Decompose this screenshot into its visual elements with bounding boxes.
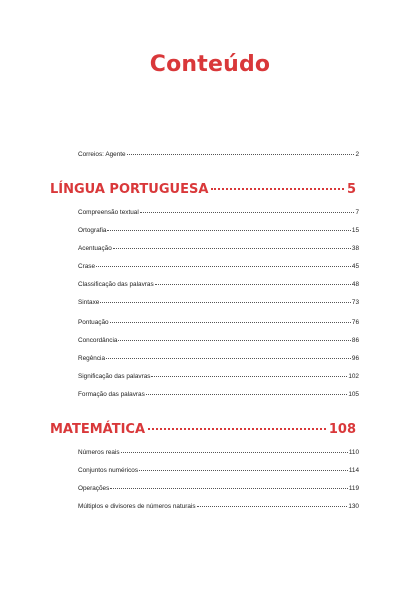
dot-leader — [211, 188, 344, 190]
dot-leader — [106, 358, 351, 359]
toc-entry[interactable] — [78, 245, 359, 252]
toc-section-matematica[interactable] — [50, 422, 356, 437]
dot-leader — [100, 302, 351, 303]
dot-leader — [140, 212, 355, 213]
toc-entry-intro[interactable] — [78, 151, 359, 158]
section-label: MATEMÁTICA — [50, 422, 146, 437]
toc-entry-label: Regência — [78, 355, 106, 362]
dot-leader — [148, 428, 326, 430]
toc-entry-label: Conjuntos numéricos — [78, 467, 139, 474]
toc-entry-page: 86 — [351, 337, 359, 344]
toc-entry[interactable] — [78, 281, 359, 288]
toc-entry-label: Correios: Agente — [78, 151, 126, 158]
toc-entry-page: 105 — [348, 391, 359, 398]
dot-leader — [121, 452, 348, 453]
toc-entry-label: Sintaxe — [78, 299, 100, 306]
dot-leader — [110, 322, 351, 323]
section-label: LÍNGUA PORTUGUESA — [50, 182, 209, 197]
dot-leader — [127, 154, 355, 155]
dot-leader — [110, 488, 348, 489]
toc-entry-label: Formação das palavras — [78, 391, 145, 398]
toc-entry-label: Números reais — [78, 449, 120, 456]
dot-leader — [118, 340, 350, 341]
toc-entry-label: Pontuação — [78, 319, 109, 326]
toc-entry-page: 73 — [351, 299, 359, 306]
dot-leader — [155, 284, 351, 285]
toc-entry[interactable] — [78, 263, 359, 270]
toc-entry-page: 38 — [351, 245, 359, 252]
section-page: 5 — [346, 182, 356, 197]
toc-entry[interactable] — [78, 319, 359, 326]
toc-entry-label: Classificação das palavras — [78, 281, 154, 288]
dot-leader — [146, 394, 348, 395]
toc-entry[interactable] — [78, 449, 359, 456]
toc-entry[interactable] — [78, 227, 359, 234]
toc-entry-page: 130 — [348, 503, 359, 510]
toc-entry-page: 119 — [348, 485, 359, 492]
toc-entry[interactable] — [78, 209, 359, 216]
dot-leader — [107, 230, 350, 231]
toc-entry-label: Concordância — [78, 337, 118, 344]
toc-entry-label: Ortografia — [78, 227, 107, 234]
toc-entry-label: Acentuação — [78, 245, 112, 252]
toc-entry-page: 114 — [348, 467, 359, 474]
toc-entry[interactable] — [78, 299, 359, 306]
page-title: Conteúdo — [149, 52, 271, 77]
toc-entry-label: Significação das palavras — [78, 373, 151, 380]
toc-entry-page: 76 — [351, 319, 359, 326]
toc-entry-page: 110 — [348, 449, 359, 456]
dot-leader — [139, 470, 348, 471]
toc-entry[interactable] — [78, 337, 359, 344]
toc-entry[interactable] — [78, 467, 359, 474]
toc-entry[interactable] — [78, 503, 359, 510]
dot-leader — [197, 506, 348, 507]
dot-leader — [151, 376, 347, 377]
toc-entry-page: 96 — [351, 355, 359, 362]
dot-leader — [96, 266, 351, 267]
toc-entry[interactable] — [78, 355, 359, 362]
toc-entry-label: Múltiplos e divisores de números naturais — [78, 503, 196, 510]
toc-entry[interactable] — [78, 373, 359, 380]
toc-entry-page: 102 — [348, 373, 359, 380]
toc-entry-page: 2 — [355, 151, 359, 158]
toc-entry-page: 48 — [351, 281, 359, 288]
section-page: 108 — [328, 422, 356, 437]
toc-entry-page: 15 — [351, 227, 359, 234]
dot-leader — [113, 248, 351, 249]
toc-entry[interactable] — [78, 485, 359, 492]
toc-entry-page: 7 — [355, 209, 359, 216]
toc-section-lingua-portuguesa[interactable] — [50, 182, 356, 197]
toc-entry-page: 45 — [351, 263, 359, 270]
toc-entry-label: Compreensão textual — [78, 209, 139, 216]
toc-entry-label: Crase — [78, 263, 96, 270]
toc-entry[interactable] — [78, 391, 359, 398]
toc-entry-label: Operações — [78, 485, 110, 492]
